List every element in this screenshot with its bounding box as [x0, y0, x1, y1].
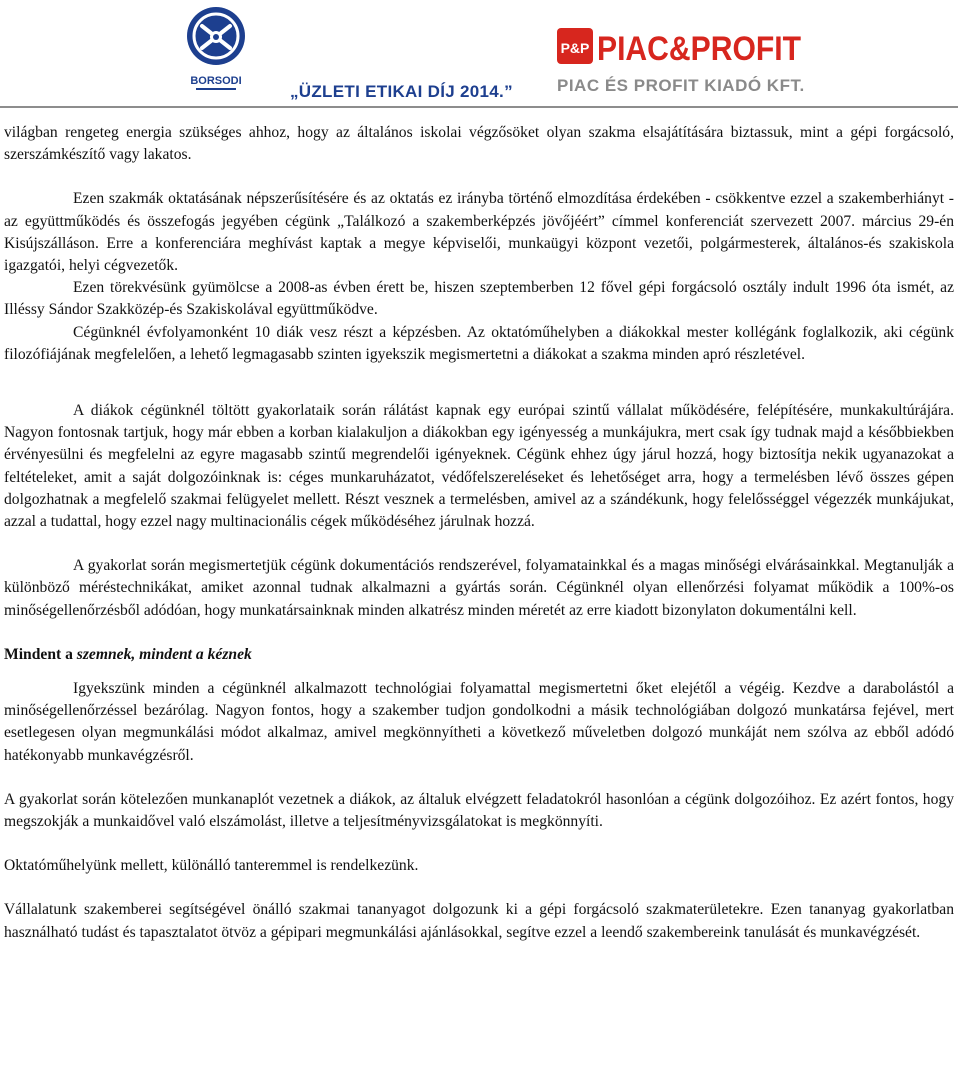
- paragraph-6: A gyakorlat során megismertetjük cégünk dokumentációs rendszerével, folyamatainkkal és a magas minőségi elvárásainkkal. Megtanulják a különböző méréstechnikákat, amiket azonnal tudnak alkalmazni a gyártás során. Cégünknél olyan ellenőrzési folyamat működik a 100%-os minőségellenőrzésből adódóan, hogy munkatársainknak minden alkatrész minden méretét az erre kiadott bizonylaton dokumentálni kell.: [4, 557, 954, 619]
- paragraph-5: A diákok cégünknél töltött gyakorlataik során rálátást kapnak egy európai szintű vállalat működésére, felépítésére, munkakultúrájára. Nagyon fontosnak tartjuk, hogy már ebben a korban kialakuljon a diákokban egy igényesség a munkájukra, mert csak így tudnak majd a későbbiekben érvényesülni és megfelelni az egyre magasabb szintű megrendelői igényeknek. Cégünk ehhez úgy járul hozzá, hogy biztosítja nekik ugyanazokat a feltételeket, amit a saját dolgozóinknak is: céges munkaruházatot, védőfelszereléseket és lehetőséget arra, hogy a termelésben lévő összes gépen dolgozhatnak a megfelelő szakmai felügyelet mellett. Részt vesznek a termelésben, amivel az a szándékunk, hogy felelősséggel végezzék munkájukat, azzal a tudattal, hogy ezzel nagy multinacionális cégek működéséhez járulnak hozzá.: [4, 402, 954, 531]
- award-title: „ÜZLETI ETIKAI DÍJ 2014.”: [290, 82, 513, 101]
- paragraph-7: Igyekszünk minden a cégünknél alkalmazott technológiai folyamattal megismertetni őket elejétől a végéig. Kezdve a darabolástól a minőségellenőrzéssel bezárólag. Nagyon fontos, hogy a szakember tudjon gondolkodni a másik technológiában dolgozó munkatársa fejével, mert esetlegesen olyan megmunkálási módot alkalmaz, amivel megkönnyítheti a következő műveletben dolgozó munkáját nem szólva az ebből adódó hatékonyabb munkavégzésről.: [4, 680, 954, 764]
- piac-profit-monogram: P&P: [560, 40, 590, 56]
- borsodi-logo: [182, 4, 250, 96]
- paragraph-1: világban rengeteg energia szükséges ahhoz, hogy az általános iskolai végzősöket olyan szakma elsajátítására biztassuk, mint a gépi forgácsoló, szerszámkészítő vagy lakatos.: [4, 124, 954, 164]
- paragraph-9: Oktatóműhelyünk mellett, különálló tanteremmel is rendelkezünk.: [4, 857, 419, 875]
- paragraph-3: Ezen törekvésünk gyümölcse a 2008-as évben érett be, hiszen szeptemberben 12 fővel gépi forgácsoló osztály indult 1996 óta ismét, az Illéssy Sándor Szakközép-és Szakiskolával együttműködve.: [4, 279, 954, 319]
- paragraph-8: A gyakorlat során kötelezően munkanaplót vezetnek a diákok, az általuk elvégzett feladatokról hasonlóan a cégünk dolgozóihoz. Ez azért fontos, hogy megszokják a munkaidővel való elszámolást, illetve a teljesítményvizsgálatokat is megkönnyíti.: [4, 790, 954, 831]
- document-body: [4, 122, 954, 944]
- header-divider: [0, 106, 958, 108]
- paragraph-4: Cégünknél évfolyamonként 10 diák vesz részt a képzésben. Az oktatóműhelyben a diákokkal mester kollégánk foglalkozik, aki cégünk filozófiájának megfelelően, a lehető legmagasabb szinten igyekszik megismertetni a diákokat a szakma minden apró részletével.: [4, 323, 954, 363]
- section-heading-bold: Mindent a: [4, 645, 77, 663]
- paragraph-2: Ezen szakmák oktatásának népszerűsítésére és az oktatás ez irányba történő elmozdítása érdekében - csökkentve ezzel a szakemberhiányt - az együttműködés és összefogás jegyében cégünk „Találkozó a szakemberképzés jövőjéért” címmel konferenciát szervezett 2007. március 29-én Kisújszálláson. Erre a konferenciára meghívást kaptak a megye képviselői, munkaügyi központ vezetői, polgármesterek, általános-és szakiskola igazgatói, helyi cégvezetők.: [4, 190, 954, 275]
- piac-profit-wordmark: PIAC&PROFIT: [597, 30, 802, 68]
- piac-profit-subtitle: PIAC ÉS PROFIT KIADÓ KFT.: [557, 76, 805, 95]
- section-heading: [4, 644, 954, 666]
- paragraph-10: Vállalatunk szakemberei segítségével önálló szakmai tananyagot dolgozunk ki a gépi forgácsoló szakmaterületekre. Ezen tananyag gyakorlatban használható tudást és tapasztalatot ötvöz a gépipari megmunkálási ajánlásokkal, segítve ezzel a leendő szakembereink tanulását és munkavégzését.: [4, 901, 954, 941]
- section-heading-italic: szemnek, mindent a kéznek: [76, 645, 252, 663]
- borsodi-logo-text: BORSODI: [190, 75, 242, 87]
- page-header: [0, 0, 960, 110]
